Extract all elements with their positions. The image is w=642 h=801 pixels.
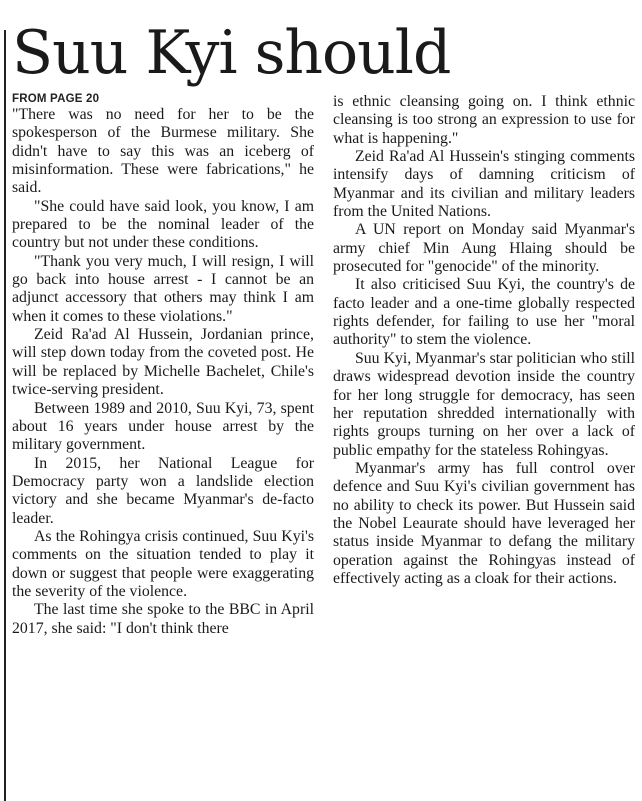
paragraph: Myanmar's army has full control over defence and Suu Kyi's civilian government has no ability to check its power. But Hussein said the Nobel Leaurate should have leveraged her status inside Myanmar to defang the military operation against the Rohingyas instead of effectively acting as a cloak for their actions.	[333, 459, 635, 587]
text-column-right	[333, 93, 635, 588]
paragraph: "She could have said look, you know, I am prepared to be the nominal leader of the country but not under these conditions.	[12, 197, 314, 252]
paragraph: Suu Kyi, Myanmar's star politician who still draws widespread devotion inside the country for her long struggle for democracy, has seen her reputation shredded internationally with rights groups turning on her over a lack of public empathy for the stateless Rohingyas.	[333, 349, 635, 459]
paragraph: In 2015, her National League for Democracy party won a landslide election victory and she became Myanmar's de-facto leader.	[12, 454, 314, 527]
paragraph: "Thank you very much, I will resign, I will go back into house arrest - I cannot be an adjunct accessory that others may think I am when it comes to these violations."	[12, 252, 314, 325]
paragraph: A UN report on Monday said Myanmar's army chief Min Aung Hlaing should be prosecuted for "genocide" of the minority.	[333, 221, 635, 276]
headline: Suu Kyi should	[12, 18, 451, 88]
paragraph-split-start: The last time she spoke to the BBC in April 2017, she said: "I don't think there	[12, 601, 314, 637]
paragraph: Zeid Ra'ad Al Hussein's stinging comments intensify days of damning criticism of Myanmar and its civilian and military leaders from the United Nations.	[333, 148, 635, 221]
paragraph: Between 1989 and 2010, Suu Kyi, 73, spent about 16 years under house arrest by the military government.	[12, 399, 314, 454]
continued-from-label: FROM PAGE 20	[12, 93, 100, 105]
paragraph: As the Rohingya crisis continued, Suu Kyi's comments on the situation tended to play it down or suggest that people were exaggerating the severity of the violence.	[12, 527, 314, 600]
paragraph: "There was no need for her to be the spokesperson of the Burmese military. She didn't have to say this was an iceberg of misinformation. These were fabrications," he said.	[12, 106, 314, 197]
paragraph-split-end: is ethnic cleansing going on. I think ethnic cleansing is too strong an expression to use for what is happening."	[333, 93, 635, 147]
paragraph: Zeid Ra'ad Al Hussein, Jordanian prince, will step down today from the coveted post. He will be replaced by Michelle Bachelet, Chile's twice-serving president.	[12, 326, 314, 399]
text-column-left	[12, 92, 314, 638]
column-rule	[4, 30, 6, 801]
paragraph: It also criticised Suu Kyi, the country's de facto leader and a one-time globally respected rights defender, for failing to use her "moral authority" to stem the violence.	[333, 276, 635, 349]
